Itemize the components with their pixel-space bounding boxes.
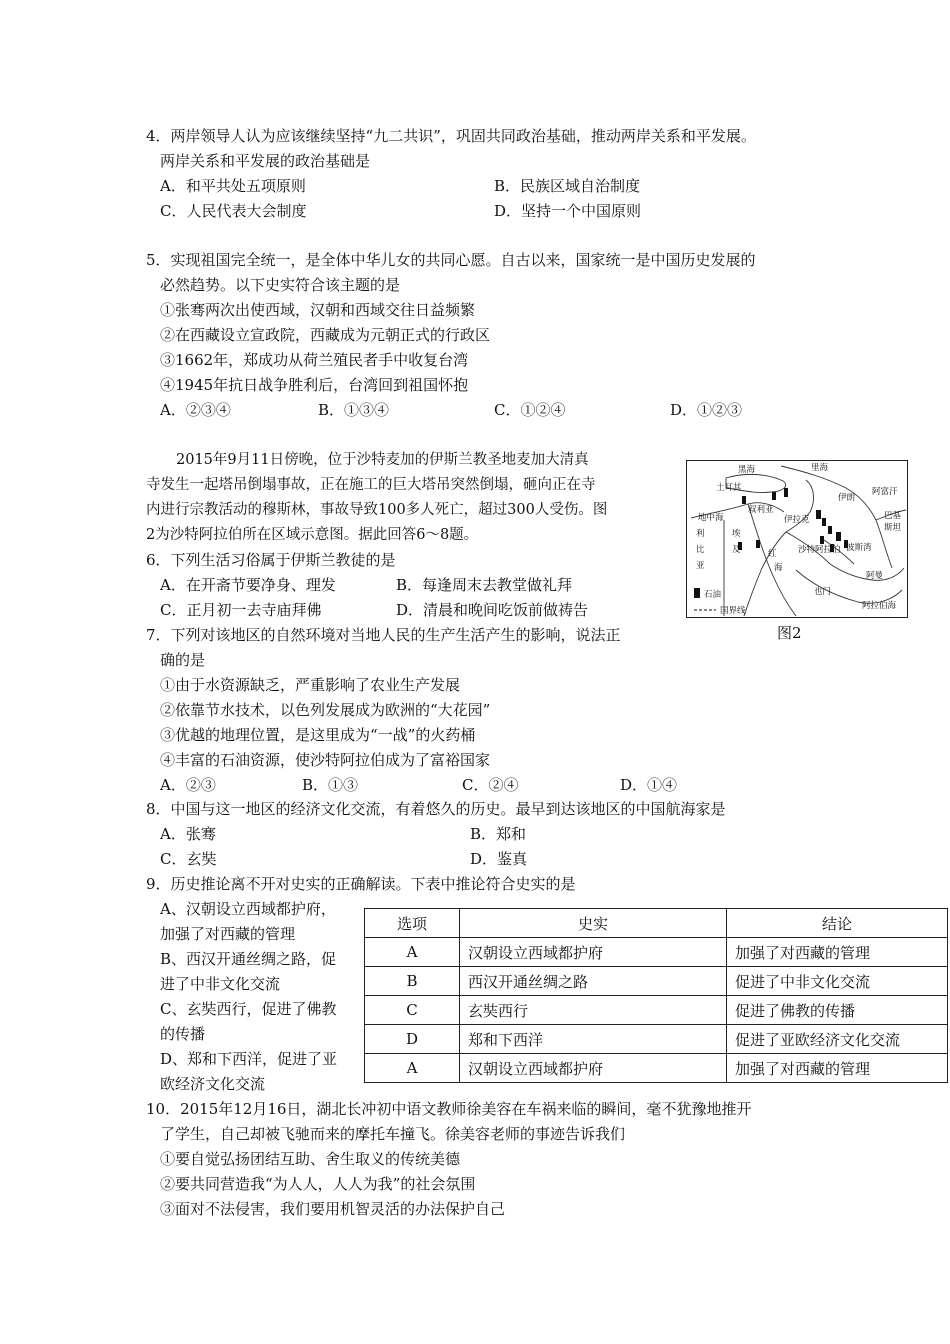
table-cell: 加强了对西藏的管理 bbox=[727, 938, 948, 967]
q4-stem: 4．两岸领导人认为应该继续坚持“九二共识”，巩固共同政治基础，推动两岸关系和平发展。 bbox=[146, 127, 756, 145]
q6-option-c: C．正月初一去寺庙拜佛 bbox=[160, 601, 322, 619]
map-label: 波斯湾 bbox=[846, 543, 872, 553]
table-row bbox=[365, 938, 948, 967]
q8-stem: 8．中国与这一地区的经济文化交流，有着悠久的历史。最早到达该地区的中国航海家是 bbox=[146, 800, 726, 818]
q9-choice-line: 的传播 bbox=[160, 1025, 206, 1043]
q5-item: ③1662年，郑成功从荷兰殖民者手中收复台湾 bbox=[160, 351, 469, 369]
table-cell: 汉朝设立西域都护府 bbox=[460, 938, 727, 967]
table-cell: 促进了佛教的传播 bbox=[727, 996, 948, 1025]
q6-option-a: A．在开斋节要净身、理发 bbox=[160, 576, 336, 594]
table-header-row bbox=[365, 909, 948, 938]
map-label: 红 bbox=[768, 549, 777, 559]
q10-stem: 10．2015年12月16日，湖北长冲初中语文教师徐美容在车祸来临的瞬间，毫不犹豫地推开 bbox=[146, 1100, 752, 1118]
map-label: 黑海 bbox=[738, 465, 756, 475]
q7-option-a: A．②③ bbox=[160, 776, 216, 794]
q6-option-b: B．每逢周末去教堂做礼拜 bbox=[396, 576, 573, 594]
q10-item: ②要共同营造我“为人人，人人为我”的社会氛围 bbox=[160, 1175, 476, 1193]
map-legend-oil: 石油 bbox=[704, 590, 722, 600]
map-label: 海 bbox=[774, 563, 783, 573]
map-label: 阿拉伯海 bbox=[862, 601, 897, 611]
map-label: 伊拉克 bbox=[784, 515, 810, 525]
q5-option-d: D．①②③ bbox=[670, 401, 743, 419]
q6-option-d: D．清晨和晚间吃饭前做祷告 bbox=[396, 601, 589, 619]
table-cell: 促进了亚欧经济文化交流 bbox=[727, 1025, 948, 1054]
q7-item: ①由于水资源缺乏，严重影响了农业生产发展 bbox=[160, 676, 461, 694]
q4-option-a: A．和平共处五项原则 bbox=[160, 177, 306, 195]
map-legend-border: 国界线 bbox=[720, 606, 746, 616]
q5-stem: 5．实现祖国完全统一，是全体中华儿女的共同心愿。自古以来，国家统一是中国历史发展的 bbox=[146, 251, 756, 269]
q4-stem-cont: 两岸关系和平发展的政治基础是 bbox=[160, 152, 371, 170]
region-map-figure bbox=[686, 460, 908, 618]
table-cell: 郑和下西洋 bbox=[460, 1025, 727, 1054]
table-cell: C bbox=[365, 996, 460, 1025]
table-cell: 玄奘西行 bbox=[460, 996, 727, 1025]
q8-option-d: D．鉴真 bbox=[470, 850, 528, 868]
q4-option-c: C．人民代表大会制度 bbox=[160, 202, 307, 220]
q8-option-c: C．玄奘 bbox=[160, 850, 217, 868]
q4-option-d: D．坚持一个中国原则 bbox=[494, 202, 642, 220]
q7-option-c: C．②④ bbox=[462, 776, 519, 794]
map-label: 亚 bbox=[696, 561, 705, 571]
table-cell: 西汉开通丝绸之路 bbox=[460, 967, 727, 996]
passage-line: 内进行宗教活动的穆斯林，事故导致100多人死亡，超过300人受伤。图 bbox=[146, 502, 608, 518]
passage-line: 2015年9月11日傍晚，位于沙特麦加的伊斯兰教圣地麦加大清真 bbox=[176, 452, 589, 468]
q9-choice-line: C、玄奘西行，促进了佛教 bbox=[160, 1000, 337, 1018]
q9-stem: 9．历史推论离不开对史实的正确解读。下表中推论符合史实的是 bbox=[146, 875, 576, 893]
map-label: 比 bbox=[696, 545, 705, 555]
q5-option-c: C．①②④ bbox=[494, 401, 566, 419]
table-cell: 促进了中非文化交流 bbox=[727, 967, 948, 996]
q5-stem-cont: 必然趋势。以下史实符合该主题的是 bbox=[160, 276, 401, 294]
q5-option-a: A．②③④ bbox=[160, 401, 231, 419]
q7-item: ②依靠节水技术，以色列发展成为欧洲的“大花园” bbox=[160, 701, 491, 719]
table-cell: A bbox=[365, 1054, 460, 1083]
table-row bbox=[365, 967, 948, 996]
q9-choice-line: D、郑和下西洋，促进了亚 bbox=[160, 1050, 338, 1068]
q10-stem-cont: 了学生，自己却被飞驰而来的摩托车撞飞。徐美容老师的事迹告诉我们 bbox=[160, 1125, 626, 1143]
q10-item: ①要自觉弘扬团结互助、舍生取义的传统美德 bbox=[160, 1150, 461, 1168]
table-row bbox=[365, 1025, 948, 1054]
q5-option-b: B．①③④ bbox=[318, 401, 390, 419]
q4-option-b: B．民族区域自治制度 bbox=[494, 177, 641, 195]
q9-choice-line: B、西汉开通丝绸之路，促 bbox=[160, 950, 337, 968]
table-cell: B bbox=[365, 967, 460, 996]
table-cell: D bbox=[365, 1025, 460, 1054]
map-label: 利 bbox=[696, 529, 705, 539]
table-row bbox=[365, 996, 948, 1025]
q5-item: ②在西藏设立宣政院，西藏成为元朝正式的行政区 bbox=[160, 326, 491, 344]
map-label: 沙特阿拉伯 bbox=[798, 545, 841, 555]
map-label: 及 bbox=[732, 545, 741, 555]
table-header: 选项 bbox=[365, 909, 460, 938]
q9-choice-line: 加强了对西藏的管理 bbox=[160, 925, 296, 943]
figure-caption: 图2 bbox=[777, 624, 802, 642]
map-label: 阿曼 bbox=[866, 571, 884, 581]
passage-line: 寺发生一起塔吊倒塌事故，正在施工的巨大塔吊突然倒塌，砸向正在寺 bbox=[146, 477, 596, 493]
q6-stem: 6．下列生活习俗属于伊斯兰教徒的是 bbox=[146, 551, 396, 569]
q5-item: ④1945年抗日战争胜利后，台湾回到祖国怀抱 bbox=[160, 376, 469, 394]
q7-item: ③优越的地理位置，是这里成为“一战”的火药桶 bbox=[160, 726, 476, 744]
map-label: 也门 bbox=[814, 587, 832, 597]
q10-item: ③面对不法侵害，我们要用机智灵活的办法保护自己 bbox=[160, 1200, 506, 1218]
q9-choice-line: A、汉朝设立西域都护府， bbox=[160, 900, 336, 918]
map-label: 斯坦 bbox=[884, 523, 902, 533]
q7-stem-cont: 确的是 bbox=[160, 651, 206, 669]
q8-option-a: A．张骞 bbox=[160, 825, 216, 843]
table-header: 史实 bbox=[460, 909, 727, 938]
q9-table bbox=[364, 908, 948, 1083]
q8-option-b: B．郑和 bbox=[470, 825, 527, 843]
q7-option-d: D．①④ bbox=[620, 776, 678, 794]
map-label: 巴基 bbox=[884, 511, 902, 521]
map-label: 土耳其 bbox=[716, 483, 742, 493]
q9-choice-line: 欧经济文化交流 bbox=[160, 1075, 266, 1093]
table-cell: A bbox=[365, 938, 460, 967]
table-header: 结论 bbox=[727, 909, 948, 938]
passage-line: 2为沙特阿拉伯所在区域示意图。据此回答6～8题。 bbox=[146, 527, 479, 543]
q7-stem: 7．下列对该地区的自然环境对当地人民的生产生活产生的影响，说法正 bbox=[146, 626, 621, 644]
q7-option-b: B．①③ bbox=[302, 776, 359, 794]
q5-item: ①张骞两次出使西域，汉朝和西域交往日益频繁 bbox=[160, 301, 476, 319]
table-cell: 加强了对西藏的管理 bbox=[727, 1054, 948, 1083]
table-cell: 汉朝设立西域都护府 bbox=[460, 1054, 727, 1083]
map-label: 阿富汗 bbox=[872, 487, 898, 497]
map-label: 里海 bbox=[811, 463, 829, 473]
q7-item: ④丰富的石油资源，使沙特阿拉伯成为了富裕国家 bbox=[160, 751, 491, 769]
q9-choice-line: 进了中非文化交流 bbox=[160, 975, 281, 993]
map-label: 叙利亚 bbox=[748, 505, 774, 515]
map-label: 地中海 bbox=[698, 513, 724, 523]
table-row bbox=[365, 1054, 948, 1083]
map-label: 伊朗 bbox=[838, 493, 856, 503]
map-label: 埃 bbox=[732, 529, 741, 539]
